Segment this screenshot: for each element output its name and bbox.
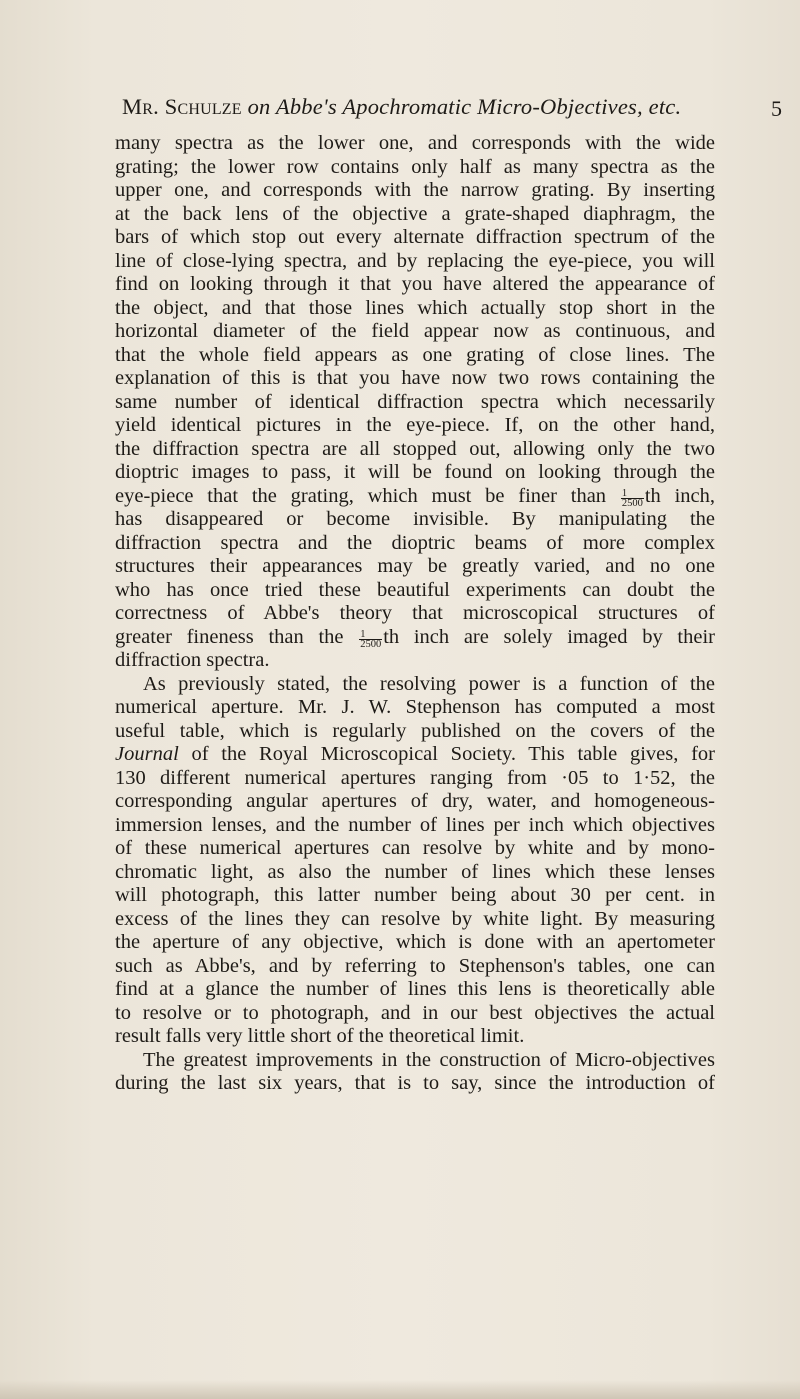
text-line: explanation of this is that you have now two rows containing the bbox=[115, 367, 715, 389]
text-line: Journal of the Royal Microscopical Society. This table gives, for bbox=[115, 743, 715, 765]
text-line: the object, and that those lines which actually stop short in the bbox=[115, 296, 715, 319]
paragraph bbox=[115, 673, 715, 1049]
text-line: The greatest improvements in the construction of Micro-objectives bbox=[143, 1048, 715, 1071]
text-line: at the back lens of the objective a grate-shaped diaphragm, the bbox=[115, 202, 715, 225]
text-line: find at a glance the number of lines this lens is theoretically able bbox=[115, 978, 715, 1000]
fraction-denominator: 2500 bbox=[360, 638, 382, 650]
paragraph bbox=[115, 132, 715, 673]
text-line: As previously stated, the resolving power is a function of the bbox=[143, 672, 715, 695]
text-line: bars of which stop out every alternate diffraction spectrum of the bbox=[115, 226, 715, 248]
text-line: diffraction spectra. bbox=[115, 649, 270, 671]
text-line: has disappeared or become invisible. By manipulating the bbox=[115, 508, 715, 530]
fraction bbox=[359, 630, 382, 649]
fraction-numerator: 1 bbox=[359, 630, 382, 640]
text-line: upper one, and corresponds with the narrow grating. By inserting bbox=[115, 179, 715, 201]
page-number: 5 bbox=[771, 96, 782, 121]
text-line: who has once tried these beautiful experiments can doubt the bbox=[115, 578, 715, 601]
running-head-title: on Abbe's Apochromatic Micro-Objectives, etc. bbox=[247, 94, 682, 119]
running-head bbox=[122, 94, 702, 120]
fraction-denominator: 2500 bbox=[621, 497, 643, 509]
text-line: of these numerical apertures can resolve by white and by mono- bbox=[115, 837, 715, 859]
text-line: yield identical pictures in the eye-piece. If, on the other hand, bbox=[115, 414, 715, 436]
text-line: eye-piece that the grating, which must be finer than $\frac{1}{2500}$ th inch, bbox=[115, 484, 715, 509]
text-line: numerical aperture. Mr. J. W. Stephenson has computed a most bbox=[115, 696, 715, 718]
text-line: useful table, which is regularly published on the covers of the bbox=[115, 719, 715, 742]
text-line: chromatic light, as also the number of lines which these lenses bbox=[115, 860, 715, 883]
text-line: grating; the lower row contains only half as many spectra as the bbox=[115, 155, 715, 178]
text-line: greater fineness than the $\frac{1}{2500}$ th inch are solely imaged by their bbox=[115, 625, 715, 650]
italic-text: Journal bbox=[115, 743, 179, 765]
text-line: that the whole field appears as one grating of close lines. The bbox=[115, 343, 715, 366]
text-line: find on looking through it that you have altered the appearance of bbox=[115, 273, 715, 295]
text-line: during the last six years, that is to say, since the introduction of bbox=[115, 1072, 715, 1094]
running-head-author: Mr. Schulze bbox=[122, 94, 242, 119]
page-edge bbox=[0, 1380, 800, 1399]
text-line: correctness of Abbe's theory that microscopical structures of bbox=[115, 602, 715, 624]
text-line: structures their appearances may be greatly varied, and no one bbox=[115, 555, 715, 577]
text-line: line of close-lying spectra, and by replacing the eye-piece, you will bbox=[115, 249, 715, 272]
text-line: immersion lenses, and the number of lines per inch which objectives bbox=[115, 813, 715, 836]
text-line: to resolve or to photograph, and in our best objectives the actual bbox=[115, 1001, 715, 1024]
text-line: corresponding angular apertures of dry, water, and homogeneous- bbox=[115, 790, 715, 812]
text-line: the diffraction spectra are all stopped out, allowing only the two bbox=[115, 437, 715, 460]
text-line: such as Abbe's, and by referring to Stephenson's tables, one can bbox=[115, 954, 715, 977]
text-line: diffraction spectra and the dioptric beams of more complex bbox=[115, 531, 715, 554]
fraction-numerator: 1 bbox=[621, 489, 644, 499]
body-text bbox=[115, 132, 715, 1096]
paragraph bbox=[115, 1049, 715, 1096]
fraction bbox=[621, 489, 644, 508]
text-line: same number of identical diffraction spectra which necessarily bbox=[115, 390, 715, 413]
text-line: result falls very little short of the theoretical limit. bbox=[115, 1025, 525, 1047]
text-line: horizontal diameter of the field appear now as continuous, and bbox=[115, 320, 715, 342]
text-line: dioptric images to pass, it will be found on looking through the bbox=[115, 461, 715, 483]
text-line: many spectra as the lower one, and corresponds with the wide bbox=[115, 132, 715, 154]
text-line: the aperture of any objective, which is done with an apertometer bbox=[115, 931, 715, 953]
text-line: will photograph, this latter number being about 30 per cent. in bbox=[115, 884, 715, 906]
text-line: 130 different numerical apertures ranging from ·05 to 1·52, the bbox=[115, 766, 715, 789]
text-line: excess of the lines they can resolve by white light. By measuring bbox=[115, 907, 715, 930]
